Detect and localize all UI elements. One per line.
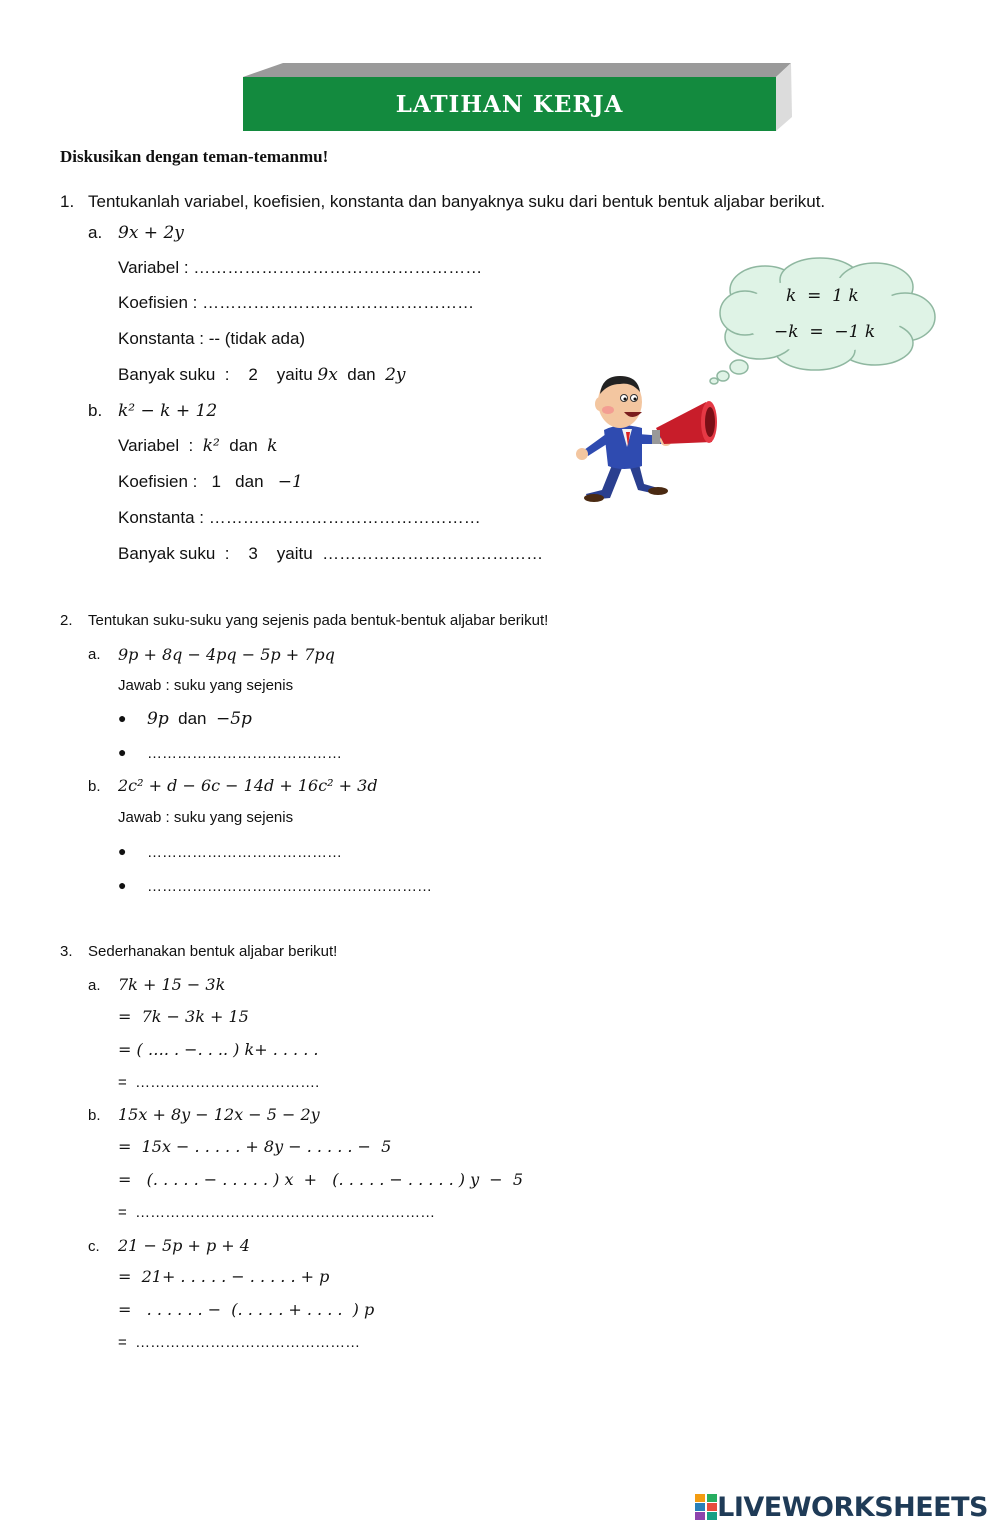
q3a-expr: 7k + 15 − 3k [118, 975, 226, 994]
q1b-banyak-suku: Banyak suku : 3 yaitu ………………………………… [118, 544, 544, 563]
q1b-konstanta: Konstanta : ………………………………………… [118, 508, 481, 527]
q1a-banyak-prefix: Banyak suku : 2 yaitu [118, 365, 318, 384]
q2a-label: a. [88, 646, 101, 663]
bullet-dot: ● [118, 710, 127, 726]
q1b-var1: k² [202, 436, 220, 456]
q1a-dan: dan [337, 365, 386, 384]
q1b-koefisien-prefix: Koefisien : 1 dan [118, 472, 278, 491]
q1a-koefisien: Koefisien : ………………………………………… [118, 293, 475, 312]
page-title: LATIHAN KERJA [243, 77, 776, 131]
q2b-bullet1: ………………………………… [147, 844, 342, 861]
q1a-term2: 2y [385, 365, 406, 385]
q2a-bullet2: ………………………………… [147, 745, 342, 762]
q3b-step1: = 15x − . . . . . + 8y − . . . . . − 5 [118, 1137, 392, 1156]
q2a-term2: −5p [215, 709, 252, 729]
q3b-step3: = …………………………………………………… [118, 1204, 436, 1221]
megaphone-man-illustration [572, 372, 722, 507]
bullet-dot: ● [118, 843, 127, 859]
q2a-expr: 9p + 8q − 4pq − 5p + 7pq [118, 645, 335, 664]
q1a-label: a. [88, 223, 103, 242]
q1a-konstanta: Konstanta : -- (tidak ada) [118, 329, 306, 348]
q3a-step1: = 7k − 3k + 15 [118, 1007, 249, 1026]
q1b-koefisien [118, 472, 303, 492]
q3c-label: c. [88, 1238, 100, 1255]
q3c-step1: = 21+ . . . . . − . . . . . + p [118, 1267, 330, 1286]
q2b-jawab: Jawab : suku yang sejenis [118, 809, 294, 826]
q2a-term1: 9p [147, 709, 169, 729]
q3c-expr: 21 − 5p + p + 4 [118, 1236, 250, 1255]
q1-text: Tentukanlah variabel, koefisien, konstanta dan banyaknya suku dari bentuk bentuk aljabar berikut. [88, 192, 826, 211]
bubble-line2: −k = −1 k [774, 322, 876, 342]
q2a-jawab: Jawab : suku yang sejenis [118, 677, 294, 694]
q3a-step3: = ………………………………. [118, 1074, 320, 1091]
q3a-label: a. [88, 977, 101, 994]
q1b-label: b. [88, 401, 103, 420]
q1a-term1: 9x [317, 365, 338, 385]
liveworksheets-logo-icon [695, 1494, 717, 1520]
q3-text: Sederhanakan bentuk aljabar berikut! [88, 943, 338, 960]
q2a-bullet1 [147, 709, 252, 729]
q1b-variabel [118, 436, 277, 456]
q1a-expr: 9x + 2y [118, 223, 184, 243]
q2b-label: b. [88, 778, 101, 795]
banner-side-bevel [776, 63, 792, 131]
bullet-dot: ● [118, 744, 127, 760]
q2-text: Tentukan suku-suku yang sejenis pada bentuk-bentuk aljabar berikut! [88, 612, 549, 629]
q3b-step2: = (. . . . . − . . . . . ) x + (. . . . . − . . . . . ) y − 5 [118, 1170, 524, 1189]
liveworksheets-brand: LIVEWORKSHEETS [717, 1491, 988, 1523]
q1-number: 1. [60, 192, 75, 211]
q1a-banyak-suku [118, 365, 405, 385]
bubble-line1: k = 1 k [786, 286, 859, 306]
q3b-label: b. [88, 1107, 101, 1124]
q2a-dan: dan [168, 709, 216, 728]
q3a-step2: = ( …. . −. . .. ) k+ . . . . . [118, 1040, 319, 1059]
q1b-var2: k [267, 436, 278, 456]
q2b-bullet2: ………………………………………………… [147, 878, 432, 895]
thought-bubble [705, 255, 940, 385]
q1b-variabel-prefix: Variabel : [118, 436, 203, 455]
q3b-expr: 15x + 8y − 12x − 5 − 2y [118, 1105, 320, 1124]
bullet-dot: ● [118, 877, 127, 893]
q1b-koef2: −1 [277, 472, 303, 492]
q1b-expr: k² − k + 12 [118, 401, 218, 421]
q1b-dan: dan [219, 436, 268, 455]
q3-number: 3. [60, 943, 73, 960]
q3c-step3: = ……………………………………… [118, 1334, 361, 1351]
subtitle: Diskusikan dengan teman-temanmu! [60, 147, 329, 166]
banner-top-bevel [243, 63, 791, 77]
q2b-expr: 2c² + d − 6c − 14d + 16c² + 3d [118, 776, 378, 795]
q2-number: 2. [60, 612, 73, 629]
liveworksheets-logo [695, 1490, 988, 1524]
q3c-step2: = . . . . . . − (. . . . . + . . . . ) p [118, 1300, 375, 1319]
q1a-variabel: Variabel : …………………………………………… [118, 258, 483, 277]
